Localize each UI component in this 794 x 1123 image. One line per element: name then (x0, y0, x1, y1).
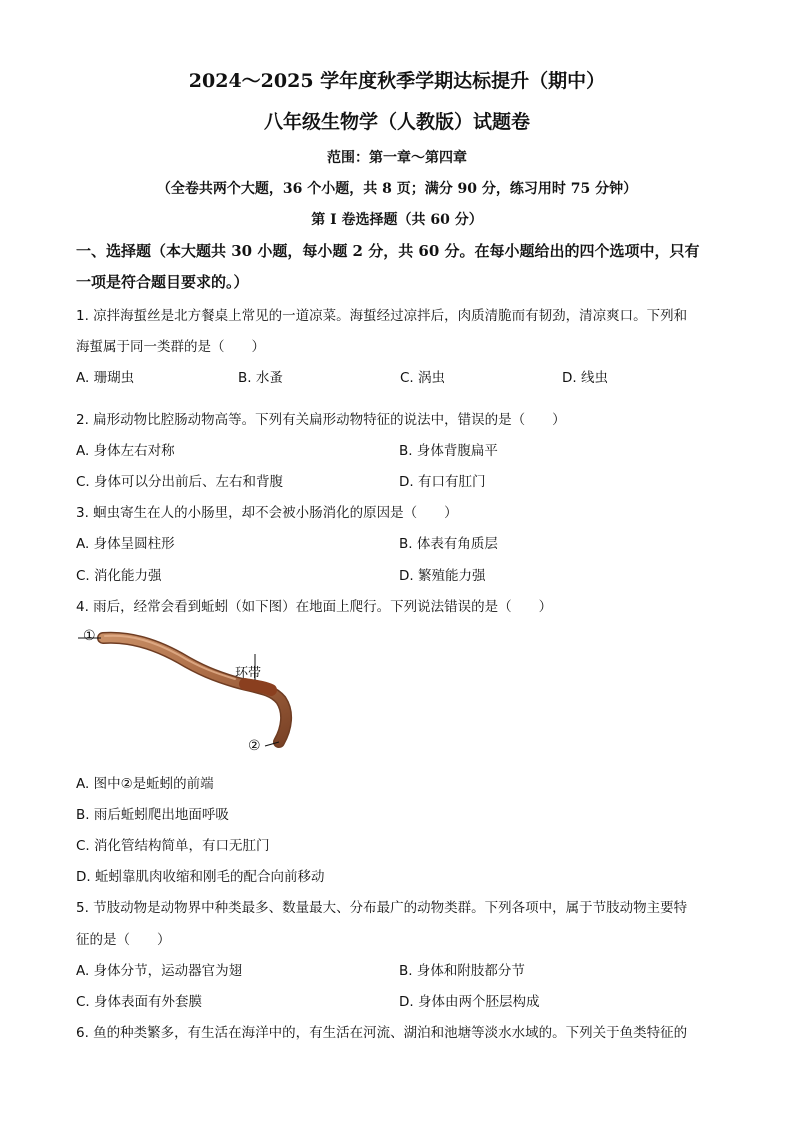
option-c: C. 消化能力强 (76, 568, 162, 584)
option-d: D. 蚯蚓靠肌肉收缩和刚毛的配合向前移动 (76, 869, 325, 885)
option-d: D. 繁殖能力强 (399, 568, 486, 584)
question-stem: 6. 鱼的种类繁多，有生活在海洋中的，有生活在河流、湖泊和池塘等淡水水域的。下列关于鱼类特征的 (76, 1025, 688, 1041)
question-stem: 1. 凉拌海蜇丝是北方餐桌上常见的一道凉菜。海蜇经过凉拌后，肉质清脆而有韧劲，清凉爽口。下列和 (76, 308, 688, 324)
option-b: B. 身体背腹扁平 (399, 443, 498, 459)
option-a: A. 珊瑚虫 (76, 370, 135, 386)
figure-label-2: ② (248, 738, 261, 754)
option-b: B. 身体和附肢都分节 (399, 963, 525, 979)
option-d: D. 有口有肛门 (399, 474, 486, 490)
option-c: C. 身体表面有外套膜 (76, 994, 203, 1010)
question-stem: 3. 蛔虫寄生在人的小肠里，却不会被小肠消化的原因是（ ） (76, 505, 458, 521)
earthworm-figure (75, 624, 305, 760)
option-c: C. 消化管结构简单，有口无肛门 (76, 838, 270, 854)
option-d: D. 线虫 (562, 370, 608, 386)
question-stem: 4. 雨后，经常会看到蚯蚓（如下图）在地面上爬行。下列说法错误的是（ ） (76, 599, 553, 615)
question-stem: 5. 节肢动物是动物界中种类最多、数量最大、分布最广的动物类群。下列各项中，属于节肢动物主要特 (76, 900, 688, 916)
figure-label-1: ① (83, 628, 96, 644)
option-c: C. 身体可以分出前后、左右和背腹 (76, 474, 284, 490)
option-a: A. 身体左右对称 (76, 443, 175, 459)
question-stem-cont: 海蜇属于同一类群的是（ ） (76, 339, 265, 355)
volume-title: 第 I 卷选择题（共 60 分） (311, 212, 483, 228)
option-b: B. 雨后蚯蚓爬出地面呼吸 (76, 807, 229, 823)
section-heading-line2: 一项是符合题目要求的。） (76, 273, 249, 291)
option-d: D. 身体由两个胚层构成 (399, 994, 540, 1010)
section-heading-line1: 一、选择题（本大题共 30 小题，每小题 2 分，共 60 分。在每小题给出的四个选项中，只有 (76, 242, 700, 260)
option-c: C. 涡虫 (400, 370, 446, 386)
option-a: A. 身体呈圆柱形 (76, 536, 175, 552)
exam-range: 范围：第一章～第四章 (327, 150, 467, 166)
option-a: A. 图中②是蚯蚓的前端 (76, 776, 214, 792)
exam-subtitle: 八年级生物学（人教版）试题卷 (263, 111, 530, 133)
option-b: B. 体表有角质层 (399, 536, 498, 552)
option-b: B. 水蚤 (238, 370, 283, 386)
question-stem-cont: 征的是（ ） (76, 932, 171, 948)
question-stem: 2. 扁形动物比腔肠动物高等。下列有关扁形动物特征的说法中，错误的是（ ） (76, 412, 566, 428)
exam-title: 2024～2025 学年度秋季学期达标提升（期中） (188, 70, 606, 92)
option-a: A. 身体分节，运动器官为翅 (76, 963, 243, 979)
exam-info: （全卷共两个大题，36 个小题，共 8 页；满分 90 分，练习用时 75 分钟） (156, 181, 638, 197)
figure-label-clitellum: 环带 (235, 666, 262, 681)
